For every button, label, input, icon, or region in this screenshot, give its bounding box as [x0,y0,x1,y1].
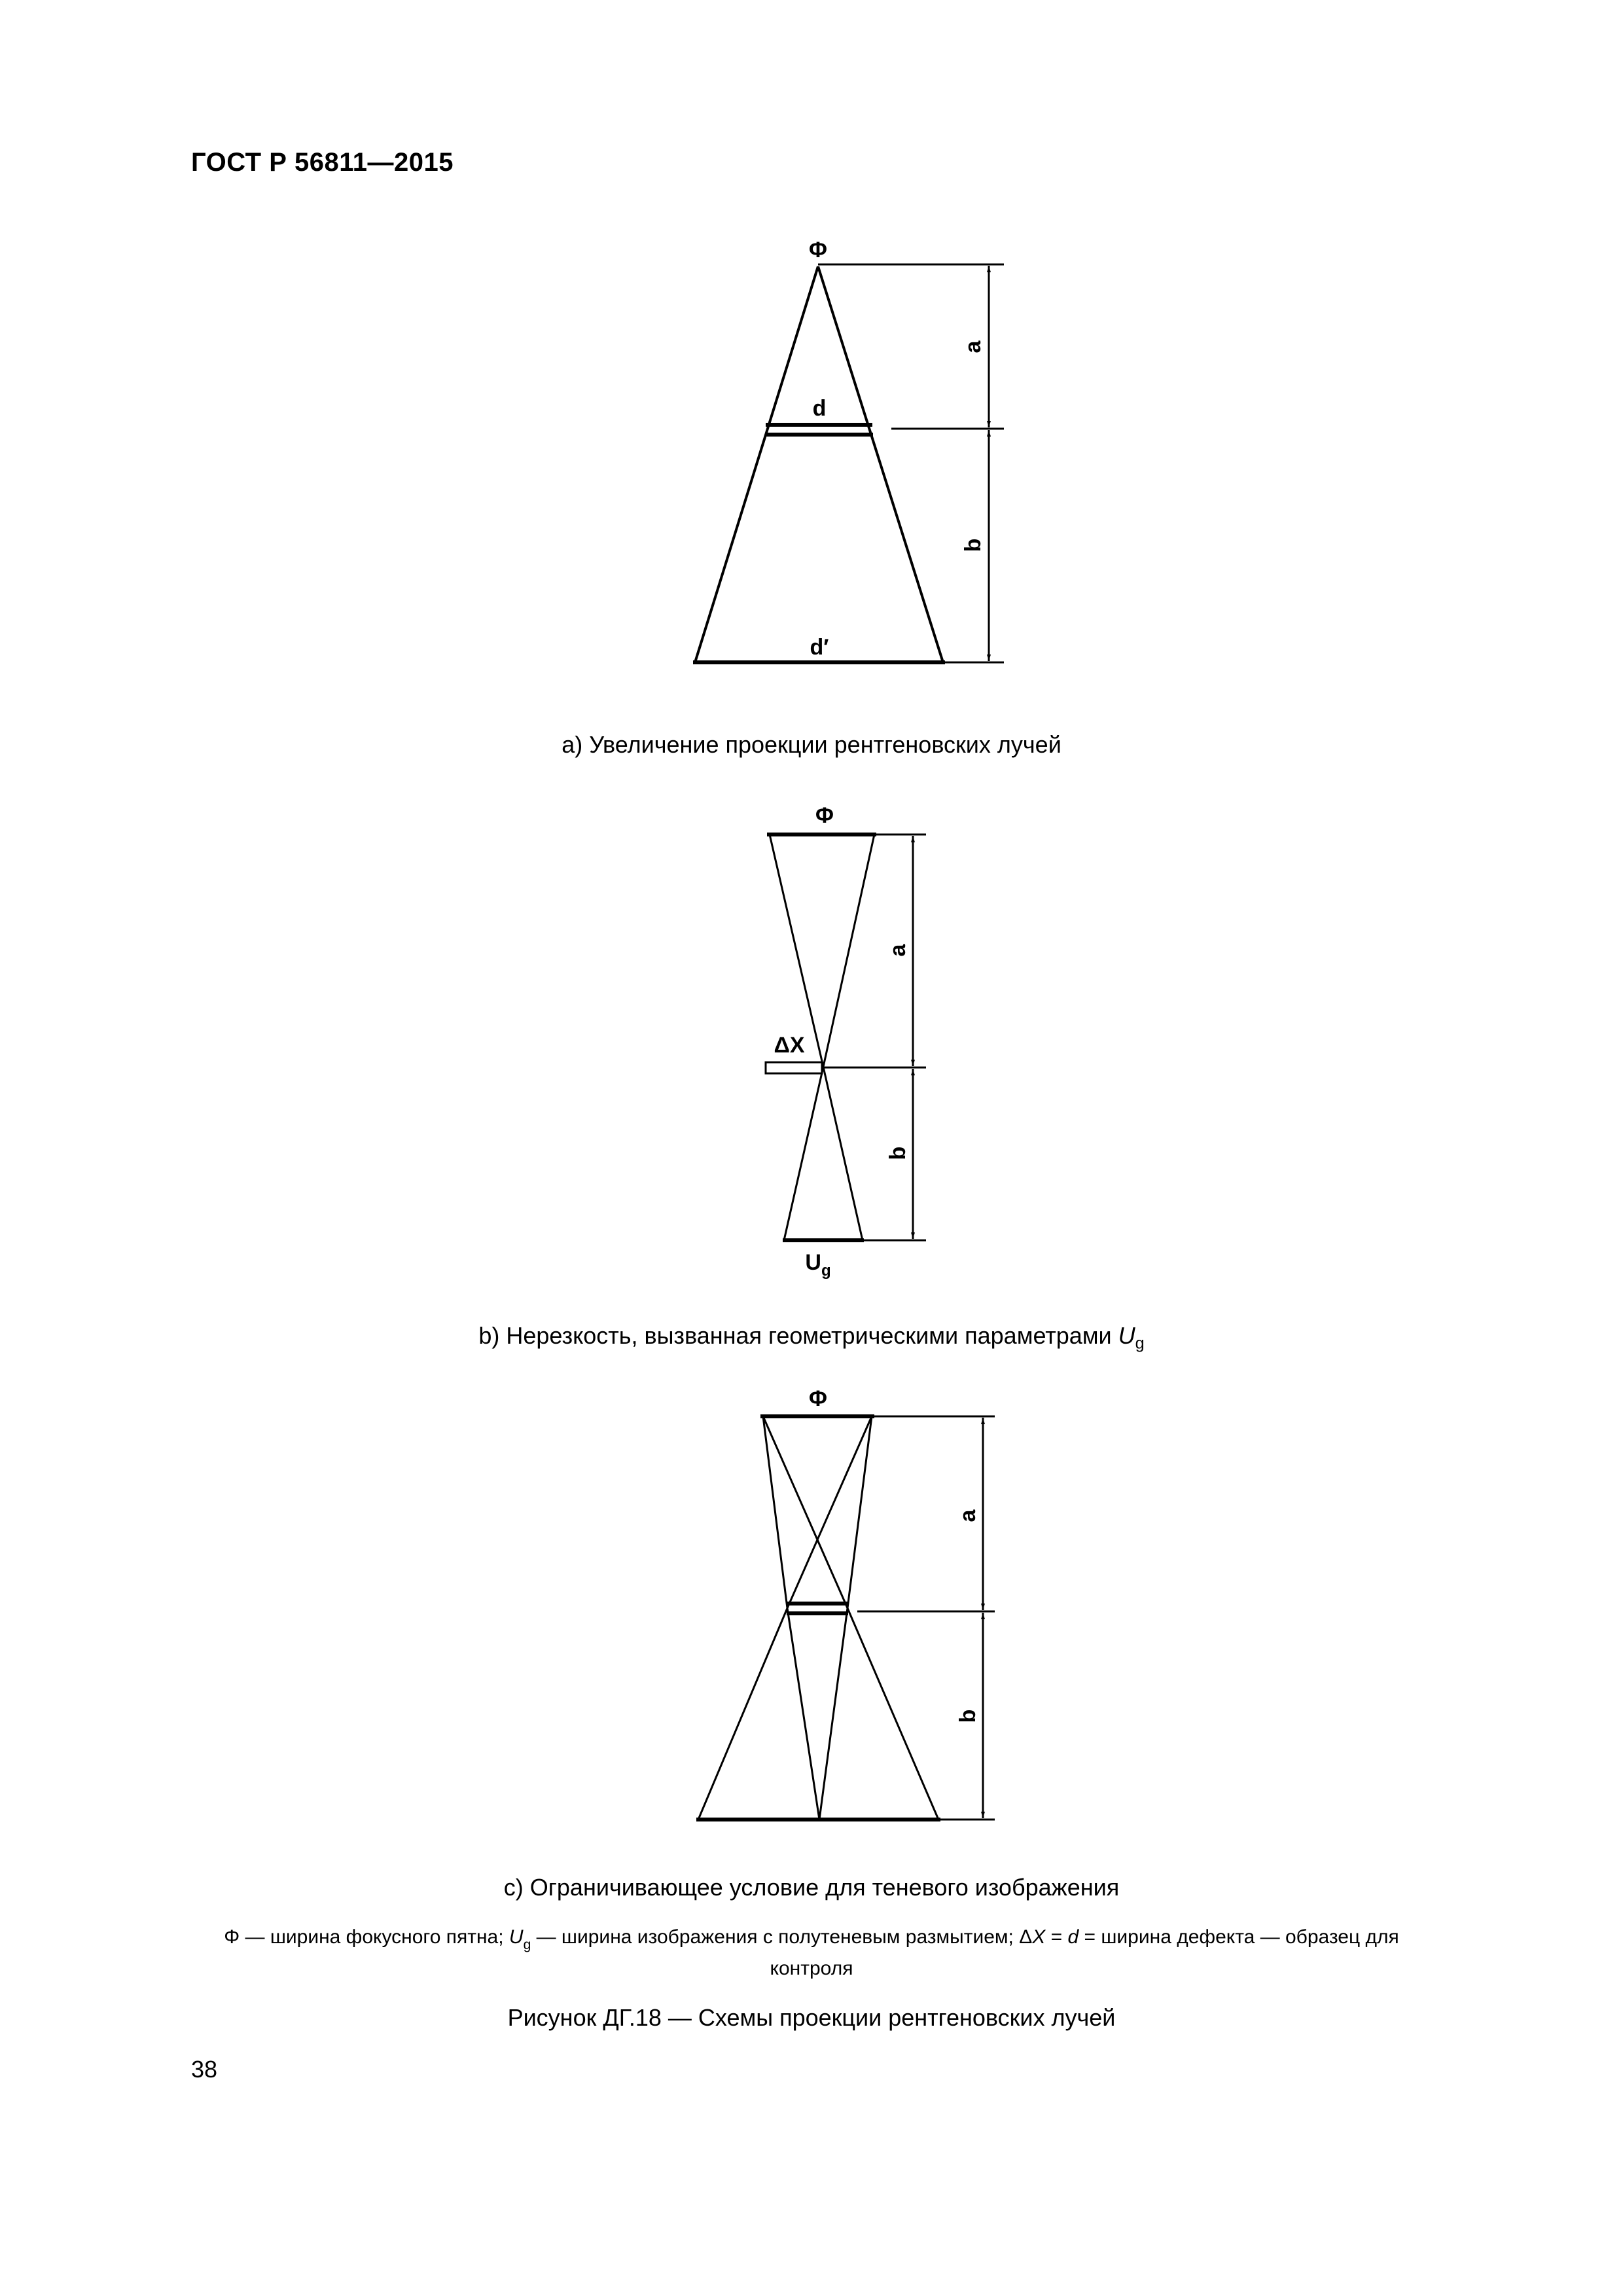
legend-dx-var: X [1032,1926,1046,1948]
label-phi-b: Φ [815,803,834,828]
label-a-a: a [961,340,986,353]
label-a-c: a [955,1509,980,1522]
label-d-a: d [812,396,827,421]
label-b-c: b [955,1709,980,1723]
legend-part2: — ширина изображения с полутеневым размытием; [531,1926,1020,1948]
page-number: 38 [191,2056,218,2083]
caption-b-text: b) Нерезкость, вызванная геометрическими параметрами [478,1322,1118,1349]
label-ug-sub-b: g [821,1262,831,1280]
legend-part3: = ширина дефекта — образец для контроля [770,1926,1399,1979]
caption-b-sub: g [1135,1334,1145,1353]
caption-figure-b [0,1322,1623,1353]
label-b-b: b [885,1146,910,1160]
label-phi-a: Φ [809,238,827,262]
cone-a [695,266,943,662]
legend-part1: Φ — ширина фокусного пятна; [224,1926,509,1948]
caption-figure-a: a) Увеличение проекции рентгеновских лучей [562,731,1061,758]
figure-title: Рисунок ДГ.18 — Схемы проекции рентгеновских лучей [507,2004,1116,2031]
label-delta-x-b: ΔX [774,1033,805,1058]
label-a-b: a [885,944,910,957]
diagram-c [696,1416,995,1820]
legend-ug-var: U [508,1926,524,1948]
label-d-prime-a: d′ [810,635,829,660]
caption-figure-c: c) Ограничивающее условие для теневого изображения [503,1874,1120,1901]
label-ug-main-b: U [805,1250,821,1275]
rays-c [698,1416,938,1820]
label-ug-b [805,1250,830,1280]
label-phi-c: Φ [809,1386,827,1411]
label-b-a: b [961,538,986,552]
legend-dx-sym: Δ [1019,1926,1033,1948]
defect-sample-b [766,1062,822,1073]
diagram-a [693,264,1004,662]
caption-b-var: U [1118,1322,1135,1349]
document-header: ГОСТ Р 56811—2015 [191,148,454,177]
figure-legend [183,1926,1440,1981]
legend-ug-sub: g [523,1937,531,1952]
legend-d-var: d [1067,1926,1079,1948]
legend-eq: = [1045,1926,1068,1948]
